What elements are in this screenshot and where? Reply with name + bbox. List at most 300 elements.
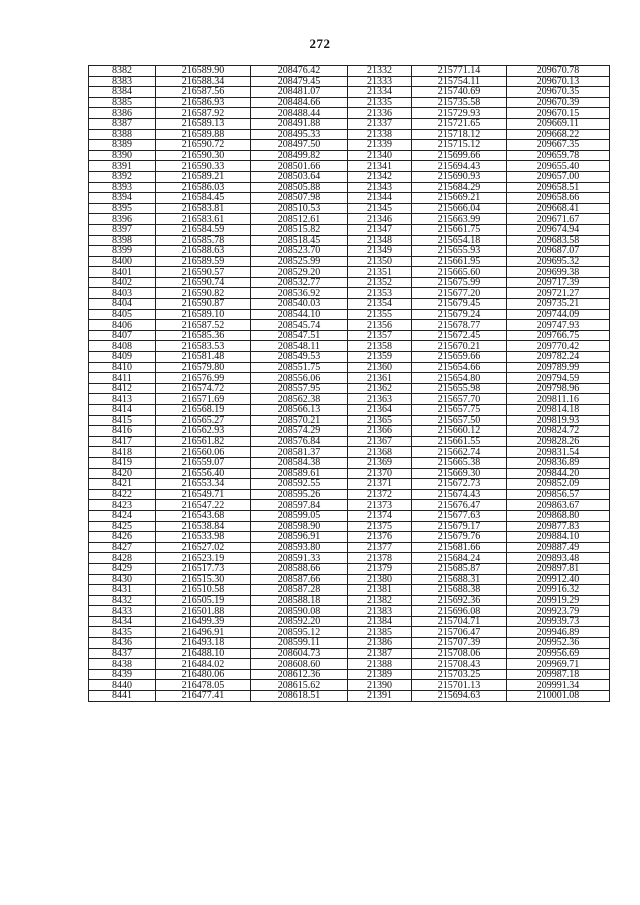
point-id-cell: 8392 xyxy=(89,171,156,182)
point-id-cell: 8405 xyxy=(89,309,156,320)
y-coordinate-cell: 208595.12 xyxy=(251,627,348,638)
x-coordinate-cell: 216515.30 xyxy=(156,574,251,585)
point-id-cell: 8402 xyxy=(89,277,156,288)
point-id-cell: 21341 xyxy=(348,161,412,172)
x-coordinate-cell: 215684.29 xyxy=(412,182,507,193)
y-coordinate-cell: 209782.24 xyxy=(507,352,610,363)
x-coordinate-cell: 215670.21 xyxy=(412,341,507,352)
y-coordinate-cell: 209893.48 xyxy=(507,553,610,564)
point-id-cell: 21359 xyxy=(348,352,412,363)
point-id-cell: 8393 xyxy=(89,182,156,193)
x-coordinate-cell: 215677.20 xyxy=(412,288,507,299)
x-coordinate-cell: 215694.63 xyxy=(412,691,507,702)
y-coordinate-cell: 209828.26 xyxy=(507,436,610,447)
x-coordinate-cell: 215676.47 xyxy=(412,500,507,511)
table-row xyxy=(89,659,610,670)
point-id-cell: 21383 xyxy=(348,606,412,617)
point-id-cell: 8428 xyxy=(89,553,156,564)
y-coordinate-cell: 208505.88 xyxy=(251,182,348,193)
y-coordinate-cell: 209747.93 xyxy=(507,320,610,331)
x-coordinate-cell: 215672.45 xyxy=(412,330,507,341)
y-coordinate-cell: 208590.08 xyxy=(251,606,348,617)
x-coordinate-cell: 215679.45 xyxy=(412,299,507,310)
x-coordinate-cell: 216478.05 xyxy=(156,680,251,691)
y-coordinate-cell: 210001.08 xyxy=(507,691,610,702)
y-coordinate-cell: 209991.34 xyxy=(507,680,610,691)
point-id-cell: 8439 xyxy=(89,669,156,680)
y-coordinate-cell: 208592.20 xyxy=(251,616,348,627)
table-row xyxy=(89,352,610,363)
y-coordinate-cell: 208593.80 xyxy=(251,542,348,553)
point-id-cell: 21338 xyxy=(348,129,412,140)
table-row xyxy=(89,383,610,394)
point-id-cell: 8416 xyxy=(89,426,156,437)
y-coordinate-cell: 208566.13 xyxy=(251,405,348,416)
x-coordinate-cell: 216589.21 xyxy=(156,171,251,182)
x-coordinate-cell: 215681.66 xyxy=(412,542,507,553)
y-coordinate-cell: 208570.21 xyxy=(251,415,348,426)
table-row xyxy=(89,193,610,204)
x-coordinate-cell: 215771.14 xyxy=(412,66,507,77)
point-id-cell: 21375 xyxy=(348,521,412,532)
table-row xyxy=(89,277,610,288)
x-coordinate-cell: 216477.41 xyxy=(156,691,251,702)
point-id-cell: 21337 xyxy=(348,118,412,129)
y-coordinate-cell: 208499.82 xyxy=(251,150,348,161)
table-row xyxy=(89,362,610,373)
table-row xyxy=(89,638,610,649)
point-id-cell: 21374 xyxy=(348,510,412,521)
x-coordinate-cell: 216501.88 xyxy=(156,606,251,617)
point-id-cell: 21368 xyxy=(348,447,412,458)
x-coordinate-cell: 215690.93 xyxy=(412,171,507,182)
table-row xyxy=(89,182,610,193)
y-coordinate-cell: 208598.90 xyxy=(251,521,348,532)
table-row xyxy=(89,479,610,490)
point-id-cell: 8404 xyxy=(89,299,156,310)
point-id-cell: 8420 xyxy=(89,468,156,479)
point-id-cell: 21386 xyxy=(348,638,412,649)
y-coordinate-cell: 208544.10 xyxy=(251,309,348,320)
x-coordinate-cell: 216568.19 xyxy=(156,405,251,416)
point-id-cell: 21348 xyxy=(348,235,412,246)
y-coordinate-cell: 209695.32 xyxy=(507,256,610,267)
table-row xyxy=(89,405,610,416)
table-row xyxy=(89,320,610,331)
table-row xyxy=(89,553,610,564)
x-coordinate-cell: 215688.31 xyxy=(412,574,507,585)
table-row xyxy=(89,97,610,108)
x-coordinate-cell: 215665.60 xyxy=(412,267,507,278)
y-coordinate-cell: 208529.20 xyxy=(251,267,348,278)
point-id-cell: 21332 xyxy=(348,66,412,77)
x-coordinate-cell: 216496.91 xyxy=(156,627,251,638)
point-id-cell: 8437 xyxy=(89,648,156,659)
point-id-cell: 8431 xyxy=(89,585,156,596)
y-coordinate-cell: 209668.41 xyxy=(507,203,610,214)
y-coordinate-cell: 209824.72 xyxy=(507,426,610,437)
y-coordinate-cell: 208491.88 xyxy=(251,118,348,129)
point-id-cell: 21351 xyxy=(348,267,412,278)
point-id-cell: 21373 xyxy=(348,500,412,511)
table-row xyxy=(89,140,610,151)
x-coordinate-cell: 216590.72 xyxy=(156,140,251,151)
x-coordinate-cell: 215678.77 xyxy=(412,320,507,331)
x-coordinate-cell: 216480.06 xyxy=(156,669,251,680)
y-coordinate-cell: 209674.94 xyxy=(507,224,610,235)
x-coordinate-cell: 215657.75 xyxy=(412,405,507,416)
y-coordinate-cell: 208510.53 xyxy=(251,203,348,214)
x-coordinate-cell: 215662.74 xyxy=(412,447,507,458)
y-coordinate-cell: 209670.15 xyxy=(507,108,610,119)
y-coordinate-cell: 208484.66 xyxy=(251,97,348,108)
point-id-cell: 8435 xyxy=(89,627,156,638)
table-row xyxy=(89,66,610,77)
x-coordinate-cell: 216562.93 xyxy=(156,426,251,437)
point-id-cell: 8421 xyxy=(89,479,156,490)
x-coordinate-cell: 215669.21 xyxy=(412,193,507,204)
point-id-cell: 8423 xyxy=(89,500,156,511)
y-coordinate-cell: 209657.00 xyxy=(507,171,610,182)
point-id-cell: 21389 xyxy=(348,669,412,680)
point-id-cell: 21336 xyxy=(348,108,412,119)
y-coordinate-cell: 208615.62 xyxy=(251,680,348,691)
y-coordinate-cell: 208512.61 xyxy=(251,214,348,225)
x-coordinate-cell: 216589.13 xyxy=(156,118,251,129)
x-coordinate-cell: 216590.82 xyxy=(156,288,251,299)
y-coordinate-cell: 209717.39 xyxy=(507,277,610,288)
x-coordinate-cell: 216590.30 xyxy=(156,150,251,161)
point-id-cell: 21370 xyxy=(348,468,412,479)
table-row xyxy=(89,436,610,447)
point-id-cell: 8395 xyxy=(89,203,156,214)
point-id-cell: 8385 xyxy=(89,97,156,108)
y-coordinate-cell: 209863.67 xyxy=(507,500,610,511)
y-coordinate-cell: 208525.99 xyxy=(251,256,348,267)
x-coordinate-cell: 216547.22 xyxy=(156,500,251,511)
x-coordinate-cell: 215718.12 xyxy=(412,129,507,140)
point-id-cell: 21384 xyxy=(348,616,412,627)
x-coordinate-cell: 215665.38 xyxy=(412,457,507,468)
x-coordinate-cell: 216584.45 xyxy=(156,193,251,204)
y-coordinate-cell: 209789.99 xyxy=(507,362,610,373)
x-coordinate-cell: 215703.25 xyxy=(412,669,507,680)
y-coordinate-cell: 208597.84 xyxy=(251,500,348,511)
y-coordinate-cell: 208556.06 xyxy=(251,373,348,384)
table-row xyxy=(89,246,610,257)
y-coordinate-cell: 208599.05 xyxy=(251,510,348,521)
y-coordinate-cell: 209798.96 xyxy=(507,383,610,394)
table-row xyxy=(89,489,610,500)
point-id-cell: 21339 xyxy=(348,140,412,151)
x-coordinate-cell: 215684.24 xyxy=(412,553,507,564)
x-coordinate-cell: 215708.43 xyxy=(412,659,507,670)
y-coordinate-cell: 209659.78 xyxy=(507,150,610,161)
point-id-cell: 8406 xyxy=(89,320,156,331)
y-coordinate-cell: 209946.89 xyxy=(507,627,610,638)
x-coordinate-cell: 215655.98 xyxy=(412,383,507,394)
x-coordinate-cell: 215677.63 xyxy=(412,510,507,521)
y-coordinate-cell: 209831.54 xyxy=(507,447,610,458)
y-coordinate-cell: 209844.20 xyxy=(507,468,610,479)
x-coordinate-cell: 215740.69 xyxy=(412,87,507,98)
x-coordinate-cell: 216586.93 xyxy=(156,97,251,108)
x-coordinate-cell: 216560.06 xyxy=(156,447,251,458)
point-id-cell: 21388 xyxy=(348,659,412,670)
y-coordinate-cell: 208540.03 xyxy=(251,299,348,310)
y-coordinate-cell: 208574.29 xyxy=(251,426,348,437)
point-id-cell: 21343 xyxy=(348,182,412,193)
point-id-cell: 21347 xyxy=(348,224,412,235)
y-coordinate-cell: 209819.93 xyxy=(507,415,610,426)
x-coordinate-cell: 216588.34 xyxy=(156,76,251,87)
x-coordinate-cell: 215679.24 xyxy=(412,309,507,320)
x-coordinate-cell: 216583.53 xyxy=(156,341,251,352)
x-coordinate-cell: 216587.92 xyxy=(156,108,251,119)
y-coordinate-cell: 208495.33 xyxy=(251,129,348,140)
y-coordinate-cell: 208592.55 xyxy=(251,479,348,490)
table-row xyxy=(89,521,610,532)
point-id-cell: 21387 xyxy=(348,648,412,659)
point-id-cell: 21358 xyxy=(348,341,412,352)
point-id-cell: 8383 xyxy=(89,76,156,87)
point-id-cell: 21357 xyxy=(348,330,412,341)
y-coordinate-cell: 209655.40 xyxy=(507,161,610,172)
point-id-cell: 8433 xyxy=(89,606,156,617)
y-coordinate-cell: 208562.38 xyxy=(251,394,348,405)
table-row xyxy=(89,585,610,596)
table-row xyxy=(89,118,610,129)
x-coordinate-cell: 216585.78 xyxy=(156,235,251,246)
x-coordinate-cell: 215674.43 xyxy=(412,489,507,500)
y-coordinate-cell: 209956.69 xyxy=(507,648,610,659)
table-row xyxy=(89,299,610,310)
x-coordinate-cell: 215669.30 xyxy=(412,468,507,479)
x-coordinate-cell: 216533.98 xyxy=(156,532,251,543)
x-coordinate-cell: 216561.82 xyxy=(156,436,251,447)
x-coordinate-cell: 216583.61 xyxy=(156,214,251,225)
y-coordinate-cell: 208589.61 xyxy=(251,468,348,479)
table-row xyxy=(89,224,610,235)
x-coordinate-cell: 215666.04 xyxy=(412,203,507,214)
x-coordinate-cell: 215661.75 xyxy=(412,224,507,235)
point-id-cell: 8390 xyxy=(89,150,156,161)
y-coordinate-cell: 208536.92 xyxy=(251,288,348,299)
point-id-cell: 8391 xyxy=(89,161,156,172)
point-id-cell: 8424 xyxy=(89,510,156,521)
point-id-cell: 21364 xyxy=(348,405,412,416)
table-row xyxy=(89,288,610,299)
y-coordinate-cell: 209670.78 xyxy=(507,66,610,77)
point-id-cell: 8434 xyxy=(89,616,156,627)
x-coordinate-cell: 216505.19 xyxy=(156,595,251,606)
y-coordinate-cell: 209766.75 xyxy=(507,330,610,341)
y-coordinate-cell: 209856.57 xyxy=(507,489,610,500)
x-coordinate-cell: 215688.38 xyxy=(412,585,507,596)
x-coordinate-cell: 215694.43 xyxy=(412,161,507,172)
point-id-cell: 21354 xyxy=(348,299,412,310)
x-coordinate-cell: 216589.10 xyxy=(156,309,251,320)
y-coordinate-cell: 208507.98 xyxy=(251,193,348,204)
table-row xyxy=(89,616,610,627)
y-coordinate-cell: 209683.58 xyxy=(507,235,610,246)
x-coordinate-cell: 216565.27 xyxy=(156,415,251,426)
x-coordinate-cell: 215685.87 xyxy=(412,563,507,574)
point-id-cell: 21385 xyxy=(348,627,412,638)
table-row xyxy=(89,373,610,384)
table-row xyxy=(89,150,610,161)
point-id-cell: 8389 xyxy=(89,140,156,151)
point-id-cell: 21333 xyxy=(348,76,412,87)
point-id-cell: 21381 xyxy=(348,585,412,596)
x-coordinate-cell: 215657.50 xyxy=(412,415,507,426)
y-coordinate-cell: 209852.09 xyxy=(507,479,610,490)
point-id-cell: 8438 xyxy=(89,659,156,670)
y-coordinate-cell: 209744.09 xyxy=(507,309,610,320)
x-coordinate-cell: 216590.57 xyxy=(156,267,251,278)
table-row xyxy=(89,691,610,702)
y-coordinate-cell: 209919.29 xyxy=(507,595,610,606)
x-coordinate-cell: 215706.47 xyxy=(412,627,507,638)
y-coordinate-cell: 208599.11 xyxy=(251,638,348,649)
x-coordinate-cell: 215707.39 xyxy=(412,638,507,649)
x-coordinate-cell: 216590.74 xyxy=(156,277,251,288)
point-id-cell: 8387 xyxy=(89,118,156,129)
table-row xyxy=(89,426,610,437)
x-coordinate-cell: 215654.66 xyxy=(412,362,507,373)
x-coordinate-cell: 215661.95 xyxy=(412,256,507,267)
y-coordinate-cell: 209770.42 xyxy=(507,341,610,352)
x-coordinate-cell: 216584.59 xyxy=(156,224,251,235)
table-row xyxy=(89,648,610,659)
table-row xyxy=(89,680,610,691)
table-row xyxy=(89,574,610,585)
point-id-cell: 21349 xyxy=(348,246,412,257)
table-row xyxy=(89,415,610,426)
x-coordinate-cell: 215659.66 xyxy=(412,352,507,363)
x-coordinate-cell: 215696.08 xyxy=(412,606,507,617)
table-row xyxy=(89,161,610,172)
point-id-cell: 21371 xyxy=(348,479,412,490)
y-coordinate-cell: 208591.33 xyxy=(251,553,348,564)
y-coordinate-cell: 209658.51 xyxy=(507,182,610,193)
point-id-cell: 21390 xyxy=(348,680,412,691)
x-coordinate-cell: 216571.69 xyxy=(156,394,251,405)
table-row xyxy=(89,171,610,182)
y-coordinate-cell: 209670.39 xyxy=(507,97,610,108)
point-id-cell: 21342 xyxy=(348,171,412,182)
coordinates-table-body xyxy=(89,66,610,702)
y-coordinate-cell: 209868.80 xyxy=(507,510,610,521)
y-coordinate-cell: 208518.45 xyxy=(251,235,348,246)
table-row xyxy=(89,457,610,468)
point-id-cell: 8397 xyxy=(89,224,156,235)
point-id-cell: 21382 xyxy=(348,595,412,606)
y-coordinate-cell: 208501.66 xyxy=(251,161,348,172)
y-coordinate-cell: 208608.60 xyxy=(251,659,348,670)
y-coordinate-cell: 208503.64 xyxy=(251,171,348,182)
table-row xyxy=(89,235,610,246)
point-id-cell: 8418 xyxy=(89,447,156,458)
y-coordinate-cell: 209671.67 xyxy=(507,214,610,225)
x-coordinate-cell: 215655.93 xyxy=(412,246,507,257)
point-id-cell: 8440 xyxy=(89,680,156,691)
table-row xyxy=(89,267,610,278)
x-coordinate-cell: 215721.65 xyxy=(412,118,507,129)
table-row xyxy=(89,203,610,214)
x-coordinate-cell: 215675.99 xyxy=(412,277,507,288)
y-coordinate-cell: 208481.07 xyxy=(251,87,348,98)
x-coordinate-cell: 216538.84 xyxy=(156,521,251,532)
x-coordinate-cell: 216590.33 xyxy=(156,161,251,172)
point-id-cell: 8409 xyxy=(89,352,156,363)
x-coordinate-cell: 215661.55 xyxy=(412,436,507,447)
x-coordinate-cell: 215654.18 xyxy=(412,235,507,246)
x-coordinate-cell: 215657.70 xyxy=(412,394,507,405)
point-id-cell: 21356 xyxy=(348,320,412,331)
x-coordinate-cell: 216581.48 xyxy=(156,352,251,363)
table-row xyxy=(89,447,610,458)
y-coordinate-cell: 209897.81 xyxy=(507,563,610,574)
y-coordinate-cell: 208587.28 xyxy=(251,585,348,596)
y-coordinate-cell: 208588.66 xyxy=(251,563,348,574)
table-row xyxy=(89,542,610,553)
y-coordinate-cell: 208479.45 xyxy=(251,76,348,87)
y-coordinate-cell: 209794.59 xyxy=(507,373,610,384)
point-id-cell: 8422 xyxy=(89,489,156,500)
x-coordinate-cell: 216590.87 xyxy=(156,299,251,310)
point-id-cell: 21362 xyxy=(348,383,412,394)
y-coordinate-cell: 208547.51 xyxy=(251,330,348,341)
table-row xyxy=(89,510,610,521)
point-id-cell: 8394 xyxy=(89,193,156,204)
x-coordinate-cell: 215729.93 xyxy=(412,108,507,119)
x-coordinate-cell: 216527.02 xyxy=(156,542,251,553)
point-id-cell: 8388 xyxy=(89,129,156,140)
y-coordinate-cell: 208587.66 xyxy=(251,574,348,585)
y-coordinate-cell: 208557.95 xyxy=(251,383,348,394)
y-coordinate-cell: 208515.82 xyxy=(251,224,348,235)
point-id-cell: 8426 xyxy=(89,532,156,543)
point-id-cell: 8410 xyxy=(89,362,156,373)
table-row xyxy=(89,330,610,341)
x-coordinate-cell: 216556.40 xyxy=(156,468,251,479)
point-id-cell: 8411 xyxy=(89,373,156,384)
y-coordinate-cell: 209699.38 xyxy=(507,267,610,278)
y-coordinate-cell: 209912.40 xyxy=(507,574,610,585)
point-id-cell: 21363 xyxy=(348,394,412,405)
point-id-cell: 8398 xyxy=(89,235,156,246)
table-row xyxy=(89,108,610,119)
y-coordinate-cell: 208476.42 xyxy=(251,66,348,77)
point-id-cell: 21352 xyxy=(348,277,412,288)
point-id-cell: 8384 xyxy=(89,87,156,98)
point-id-cell: 21335 xyxy=(348,97,412,108)
y-coordinate-cell: 209952.36 xyxy=(507,638,610,649)
y-coordinate-cell: 209811.16 xyxy=(507,394,610,405)
table-row xyxy=(89,87,610,98)
y-coordinate-cell: 209735.21 xyxy=(507,299,610,310)
x-coordinate-cell: 216586.03 xyxy=(156,182,251,193)
point-id-cell: 21379 xyxy=(348,563,412,574)
table-row xyxy=(89,129,610,140)
x-coordinate-cell: 216576.99 xyxy=(156,373,251,384)
point-id-cell: 8430 xyxy=(89,574,156,585)
x-coordinate-cell: 216589.90 xyxy=(156,66,251,77)
point-id-cell: 21350 xyxy=(348,256,412,267)
x-coordinate-cell: 216543.68 xyxy=(156,510,251,521)
x-coordinate-cell: 216587.56 xyxy=(156,87,251,98)
